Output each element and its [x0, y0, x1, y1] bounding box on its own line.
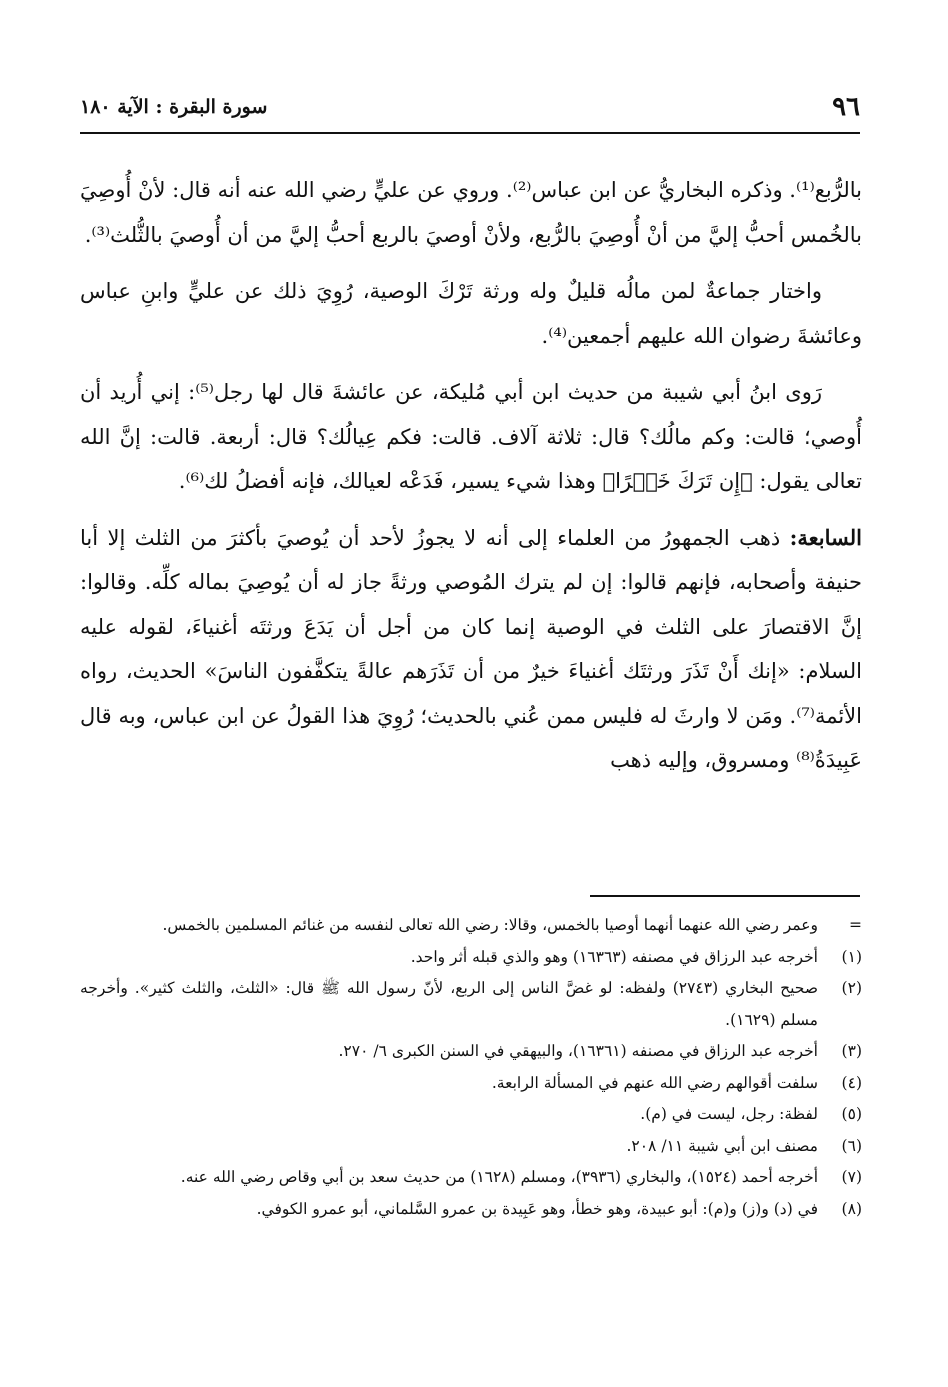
footnote-divider — [590, 895, 860, 897]
footnote-text: وعمر رضي الله عنهما أنهما أوصيا بالخمس، وقالا: رضي الله تعالى لنفسه من غنائم المسلمين بالخمس. — [162, 916, 818, 934]
paragraph-1: بالرُّبع⁽¹⁾. وذكره البخاريُّ عن ابن عباس⁽²⁾. وروي عن عليٍّ رضي الله عنه أنه قال: لأنْ أُوصِيَ بالخُمس أحبُّ إليَّ من أنْ أُوصِيَ بالرُّبع، ولأنْ أوصيَ بالربع أحبُّ إليَّ من أن أُوصيَ بالثُّلث⁽³⁾. — [80, 178, 862, 247]
footnote-mark: (٢) — [841, 979, 862, 997]
page-header — [80, 92, 860, 134]
paragraph-2: واختار جماعةٌ لمن مالُه قليلٌ وله ورثة تَرْكَ الوصية، رُوِيَ ذلك عن عليٍّ وابنِ عباس وعائشةَ رضوان الله عليهم أجمعين⁽⁴⁾. — [80, 279, 862, 348]
footnote-text: لفظة: رجل، ليست في (م). — [640, 1105, 818, 1123]
footnote-continuation — [80, 910, 862, 942]
footnote-mark: (٧) — [841, 1168, 862, 1186]
page-number: ٩٦ — [832, 92, 860, 122]
footnote-4 — [80, 1068, 862, 1100]
footnote-2 — [80, 973, 862, 1036]
footnote-3 — [80, 1036, 862, 1068]
footnote-text: صحيح البخاري (٢٧٤٣) ولفظه: لو غضَّ الناس إلى الربع، لأنّ رسول الله ﷺ قال: «الثلث، والثلث كثير». وأخرجه مسلم (١٦٢٩). — [80, 979, 818, 1029]
footnote-7 — [80, 1162, 862, 1194]
paragraph-3: رَوى ابنُ أبي شيبة من حديث ابن أبي مُليكة، عن عائشةَ قال لها رجل⁽⁵⁾: إني أُريد أن أُوصي؛ قالت: وكم مالُك؟ قال: ثلاثة آلاف. قالت: فكم عِيالُك؟ قال: أربعة. قالت: إنَّ الله تعالى يقول: ﴿إِن تَرَكَ خَيۡرًا﴾ وهذا شيء يسير، فَدَعْه لعيالك، فإنه أفضلُ لك⁽⁶⁾. — [80, 380, 862, 493]
paragraph-4 — [80, 516, 862, 783]
footnotes — [80, 910, 862, 1225]
footnote-8 — [80, 1194, 862, 1226]
footnote-1 — [80, 942, 862, 974]
footnote-mark: (٥) — [841, 1105, 862, 1123]
footnote-text: مصنف ابن أبي شيبة ١١/ ٢٠٨. — [626, 1136, 818, 1155]
footnote-mark: (٣) — [841, 1042, 862, 1060]
footnote-mark: (٤) — [841, 1073, 862, 1092]
paragraph-4-text: ذهب الجمهورُ من العلماء إلى أنه لا يجوزُ لأحد أن يُوصيَ بأكثرَ من الثلث إلا أبا حنيفة وأصحابه، فإنهم قالوا: إن لم يترك المُوصي ورثةً جاز له أن يُوصِيَ بماله كلِّه. وقالوا: إنَّ الاقتصارَ على الثلث في الوصية إنما كان من أجل أن يَدَعَ ورثتَه أغنياءَ، لقوله عليه السلام: «إنك أَنْ تَذَرَ ورثتَك أغنياءَ خيرٌ من أن تَذَرَهم عالةً يتكفَّفون الناسَ» الحديث، رواه الأئمة⁽⁷⁾. ومَن لا وارثَ له فليس ممن عُني بالحديث؛ رُوِيَ هذا القولُ عن ابن عباس، وبه قال عَبِيدَةُ⁽⁸⁾ ومسروق، وإليه ذهب — [80, 525, 862, 772]
section-lead: السابعة: — [789, 524, 862, 550]
main-text — [80, 168, 862, 783]
footnote-5 — [80, 1099, 862, 1131]
footnote-mark: (١) — [841, 947, 862, 966]
footnote-6 — [80, 1131, 862, 1163]
footnote-mark: (٨) — [841, 1199, 862, 1218]
footnote-text: أخرجه عبد الرزاق في مصنفه (١٦٣٦١)، والبيهقي في السنن الكبرى ٦/ ٢٧٠. — [338, 1042, 818, 1060]
footnote-mark: = — [849, 916, 862, 934]
footnote-text: أخرجه أحمد (١٥٢٤)، والبخاري (٣٩٣٦)، ومسلم (١٦٢٨) من حديث سعد بن أبي وقاص رضي الله عنه. — [180, 1168, 818, 1186]
footnote-text: سلفت أقوالهم رضي الله عنهم في المسألة الرابعة. — [491, 1073, 818, 1092]
footnote-text: أخرجه عبد الرزاق في مصنفه (١٦٣٦٣) وهو والذي قبله أثر واحد. — [410, 947, 818, 966]
footnote-mark: (٦) — [841, 1136, 862, 1155]
footnote-text: في (د) و(ز) و(م): أبو عبيدة، وهو خطأ، وهو عَبِيدة بن عمرو السَّلماني، أبو عمرو الكوفي. — [256, 1199, 818, 1218]
running-title: سورة البقرة : الآية ١٨٠ — [80, 96, 268, 118]
